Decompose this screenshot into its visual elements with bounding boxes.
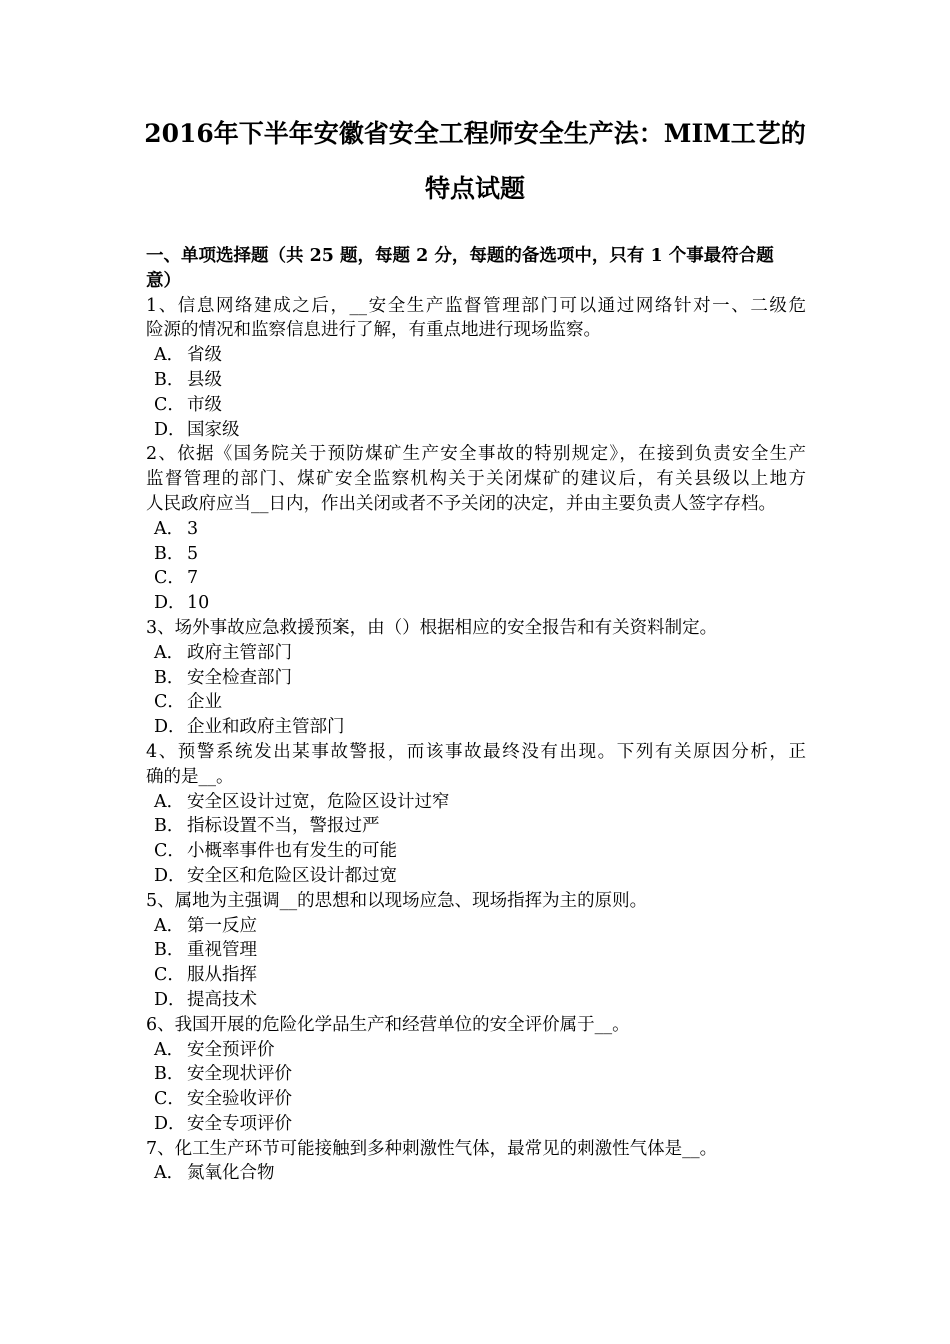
option-text: 提高技术 xyxy=(187,989,257,1010)
question-text-line: 人民政府应当__日内，作出关闭或者不予关闭的决定，并由主要负责人签字存档。 xyxy=(146,493,776,514)
option-text: 省级 xyxy=(187,345,222,366)
answer-option xyxy=(146,938,806,963)
option-letter: C． xyxy=(154,692,185,713)
option-letter: C． xyxy=(154,394,185,415)
option-text: 安全预评价 xyxy=(187,1039,275,1060)
option-letter: D． xyxy=(154,865,186,886)
option-text: 县级 xyxy=(187,369,222,390)
option-text: 氮氧化合物 xyxy=(187,1163,275,1184)
section-heading-line-1: 一、单项选择题（共 25 题，每题 2 分，每题的备选项中，只有 1 个事最符合题 xyxy=(146,246,774,266)
option-text: 7 xyxy=(187,568,199,589)
question-item xyxy=(146,1137,806,1187)
answer-option xyxy=(146,839,806,864)
document-title-line-1: 2016年下半年安徽省安全工程师安全生产法：MIM工艺的 xyxy=(144,119,806,148)
option-text: 10 xyxy=(187,593,210,614)
option-letter: A． xyxy=(154,1163,185,1184)
option-letter: B． xyxy=(154,816,185,837)
option-text: 安全验收评价 xyxy=(187,1089,292,1110)
option-text: 5 xyxy=(187,543,199,564)
option-text: 安全检查部门 xyxy=(187,667,292,688)
option-letter: B． xyxy=(154,1064,185,1085)
option-text: 安全区和危险区设计都过宽 xyxy=(187,865,397,886)
answer-option xyxy=(146,1161,806,1186)
option-letter: B． xyxy=(154,369,185,390)
question-text-line: 4、预警系统发出某事故警报，而该事故最终没有出现。下列有关原因分析，正 xyxy=(146,741,806,762)
option-text: 3 xyxy=(187,518,199,539)
question-text-line: 险源的情况和监察信息进行了解，有重点地进行现场监察。 xyxy=(146,320,601,341)
answer-option xyxy=(146,1087,806,1112)
option-text: 国家级 xyxy=(187,419,240,440)
question-item xyxy=(146,889,806,1013)
option-text: 重视管理 xyxy=(187,940,257,961)
answer-option xyxy=(146,914,806,939)
answer-option xyxy=(146,715,806,740)
question-item xyxy=(146,1013,806,1137)
option-letter: A． xyxy=(154,518,185,539)
option-text: 企业和政府主管部门 xyxy=(187,717,345,738)
option-letter: B． xyxy=(154,940,185,961)
answer-option xyxy=(146,641,806,666)
question-text-line: 5、属地为主强调__的思想和以现场应急、现场指挥为主的原则。 xyxy=(146,890,648,911)
answer-option xyxy=(146,864,806,889)
option-letter: A． xyxy=(154,1039,185,1060)
answer-option xyxy=(146,1062,806,1087)
answer-option xyxy=(146,690,806,715)
answer-option xyxy=(146,517,806,542)
answer-option xyxy=(146,790,806,815)
option-text: 政府主管部门 xyxy=(187,642,292,663)
question-text-line: 3、场外事故应急救援预案，由（）根据相应的安全报告和有关资料制定。 xyxy=(146,617,718,638)
option-letter: B． xyxy=(154,543,185,564)
question-text-line: 6、我国开展的危险化学品生产和经营单位的安全评价属于__。 xyxy=(146,1014,630,1035)
answer-option xyxy=(146,591,806,616)
answer-option xyxy=(146,542,806,567)
option-text: 小概率事件也有发生的可能 xyxy=(187,841,397,862)
option-letter: D． xyxy=(154,419,186,440)
option-text: 第一反应 xyxy=(187,915,257,936)
option-letter: D． xyxy=(154,593,186,614)
question-item xyxy=(146,442,806,616)
option-text: 安全区设计过宽，危险区设计过窄 xyxy=(187,791,450,812)
option-letter: A． xyxy=(154,345,185,366)
option-text: 安全现状评价 xyxy=(187,1064,292,1085)
question-text-line: 确的是__。 xyxy=(146,766,234,787)
question-text-line: 1、信息网络建成之后，__安全生产监督管理部门可以通过网络针对一、二级危 xyxy=(146,295,806,316)
question-item xyxy=(146,294,806,443)
answer-option xyxy=(146,566,806,591)
answer-option xyxy=(146,988,806,1013)
question-item xyxy=(146,616,806,740)
option-text: 市级 xyxy=(187,394,222,415)
option-text: 指标设置不当，警报过严 xyxy=(187,816,380,837)
answer-option xyxy=(146,368,806,393)
option-letter: A． xyxy=(154,642,185,663)
answer-option xyxy=(146,393,806,418)
option-letter: D． xyxy=(154,717,186,738)
answer-option xyxy=(146,963,806,988)
question-list xyxy=(146,294,806,1187)
option-letter: A． xyxy=(154,915,185,936)
answer-option xyxy=(146,666,806,691)
answer-option xyxy=(146,343,806,368)
option-letter: C． xyxy=(154,568,185,589)
option-text: 企业 xyxy=(187,692,222,713)
option-letter: A． xyxy=(154,791,185,812)
document-title-line-2: 特点试题 xyxy=(424,174,525,203)
option-letter: C． xyxy=(154,1089,185,1110)
option-letter: C． xyxy=(154,841,185,862)
question-text-line: 7、化工生产环节可能接触到多种刺激性气体，最常见的刺激性气体是__。 xyxy=(146,1138,718,1159)
option-letter: D． xyxy=(154,1113,186,1134)
section-heading-line-2: 意） xyxy=(146,270,181,291)
option-text: 服从指挥 xyxy=(187,965,257,986)
answer-option xyxy=(146,1112,806,1137)
option-letter: C． xyxy=(154,965,185,986)
answer-option xyxy=(146,418,806,443)
answer-option xyxy=(146,814,806,839)
option-letter: B． xyxy=(154,667,185,688)
question-text-line: 2、依据《国务院关于预防煤矿生产安全事故的特别规定》，在接到负责安全生产 xyxy=(146,444,806,465)
answer-option xyxy=(146,1038,806,1063)
question-content xyxy=(146,244,806,1186)
option-letter: D． xyxy=(154,989,186,1010)
option-text: 安全专项评价 xyxy=(187,1113,292,1134)
question-text-line: 监督管理的部门、煤矿安全监察机构关于关闭煤矿的建议后，有关县级以上地方 xyxy=(146,469,806,490)
question-item xyxy=(146,740,806,889)
